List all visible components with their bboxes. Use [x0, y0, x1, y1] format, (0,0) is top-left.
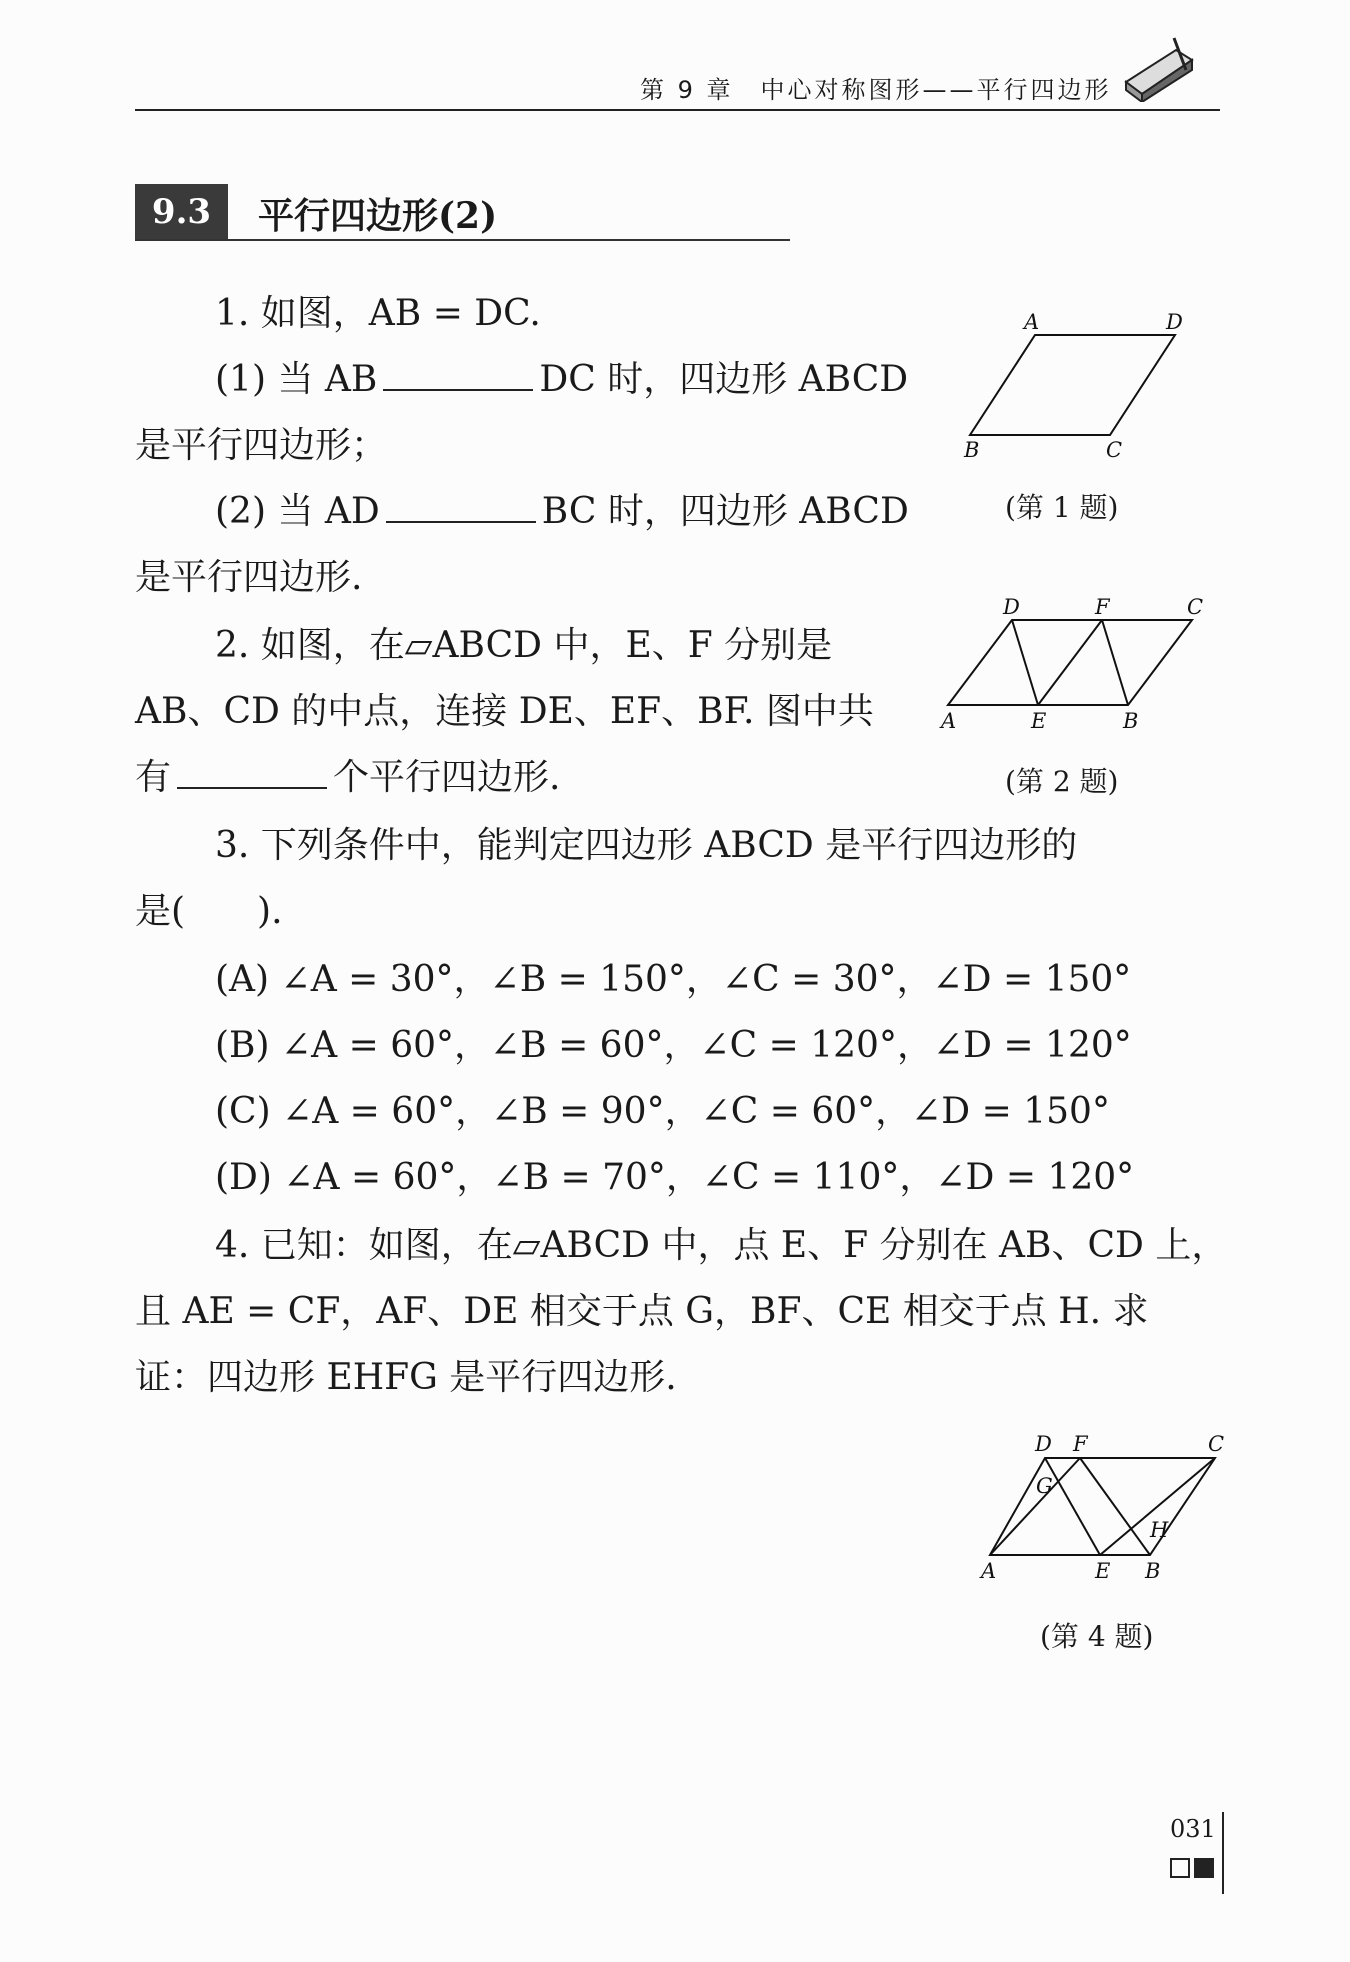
figure-2-label-d: D [1003, 595, 1020, 619]
figure-1-label-d: D [1166, 310, 1183, 334]
figure-2-segment-bf [1102, 620, 1128, 705]
problem-3-option-c: (C) ∠A = 60°，∠B = 90°，∠C = 60°，∠D = 150° [215, 1091, 1110, 1132]
problem-3-line-2: 是( ). [135, 891, 283, 932]
problem-2-line-3-a: 有 [135, 757, 172, 798]
figure-4-parallelogram [975, 1425, 1225, 1595]
figure-2-label-f: F [1095, 595, 1110, 619]
problem-2-line-3 [135, 756, 560, 800]
problem-1-stem: 1. 如图，AB = DC. [215, 293, 541, 334]
figure-1-label-a: A [1024, 310, 1040, 334]
problem-3-option-b: (B) ∠A = 60°，∠B = 60°，∠C = 120°，∠D = 120° [215, 1025, 1132, 1066]
figure-2-segment-ef [1038, 620, 1102, 705]
running-head: 第 9 章 中心对称图形——平行四边形 [640, 76, 1112, 104]
figure-4-segment-bf [1080, 1458, 1150, 1555]
problem-2-line-3-b: 个平行四边形. [333, 757, 561, 798]
section-title: 平行四边形(2) [258, 195, 498, 237]
figure-4-shape [990, 1458, 1215, 1555]
book-icon [1118, 30, 1198, 102]
problem-4-line-1: 4. 已知：如图，在▱ABCD 中，点 E、F 分别在 AB、CD 上， [215, 1225, 1228, 1266]
section-number-badge: 9.3 [135, 184, 228, 240]
problem-1-part-2-end: 是平行四边形. [135, 557, 363, 598]
figure-1-caption: (第 1 题) [1005, 491, 1119, 524]
figure-1-label-c: C [1106, 438, 1123, 462]
figure-2-parallelogram [935, 590, 1220, 740]
section-rule [135, 239, 790, 241]
problem-1-part-1-end: 是平行四边形； [135, 425, 388, 466]
filled-square-icon [1194, 1858, 1214, 1878]
figure-4-segment-af [990, 1458, 1080, 1555]
figure-1-shape [970, 335, 1175, 435]
figure-4-caption: (第 4 题) [1040, 1620, 1154, 1653]
problem-4-line-3: 证：四边形 EHFG 是平行四边形. [135, 1357, 677, 1398]
figure-2-segment-de [1012, 620, 1038, 705]
footer-rule [1222, 1812, 1224, 1894]
problem-1-part-1-b: DC 时，四边形 ABCD [539, 359, 909, 400]
header-rule [135, 109, 1220, 111]
empty-square-icon [1170, 1858, 1190, 1878]
figure-4-label-a: A [981, 1559, 997, 1583]
page-number: 031 [1170, 1815, 1216, 1843]
problem-1-part-2-b: BC 时，四边形 ABCD [541, 491, 909, 532]
figure-2-label-b: B [1123, 709, 1139, 733]
figure-2-label-a: A [941, 709, 957, 733]
problem-1-part-1-a: (1) 当 AB [215, 359, 378, 400]
figure-4-label-h: H [1150, 1518, 1169, 1542]
answer-blank-3[interactable] [177, 757, 327, 789]
figure-4-label-c: C [1208, 1432, 1225, 1456]
problem-1-part-2-a: (2) 当 AD [215, 491, 380, 532]
answer-blank-1[interactable] [383, 359, 533, 391]
figure-1-label-b: B [964, 438, 980, 462]
figure-1-parallelogram [950, 305, 1200, 465]
problem-2-line-2: AB、CD 的中点，连接 DE、EF、BF. 图中共 [135, 691, 874, 732]
figure-2-label-c: C [1187, 595, 1204, 619]
figure-4-label-d: D [1035, 1432, 1052, 1456]
problem-1-part-1 [215, 358, 908, 402]
figure-4-label-g: G [1036, 1474, 1053, 1498]
problem-3-option-a: (A) ∠A = 30°，∠B = 150°，∠C = 30°，∠D = 150° [215, 959, 1132, 1000]
figure-4-label-f: F [1073, 1432, 1088, 1456]
problem-1-part-2 [215, 490, 909, 534]
figure-4-label-e: E [1095, 1559, 1111, 1583]
answer-blank-2[interactable] [386, 491, 536, 523]
problem-3-line-1: 3. 下列条件中，能判定四边形 ABCD 是平行四边形的 [215, 825, 1078, 866]
problem-4-line-2: 且 AE = CF，AF、DE 相交于点 G，BF、CE 相交于点 H. 求 [135, 1291, 1149, 1332]
figure-4-label-b: B [1145, 1559, 1161, 1583]
figure-2-label-e: E [1031, 709, 1047, 733]
figure-4-segment-de [1045, 1458, 1100, 1555]
figure-2-caption: (第 2 题) [1005, 765, 1119, 798]
problem-3-option-d: (D) ∠A = 60°，∠B = 70°，∠C = 110°，∠D = 120° [215, 1157, 1135, 1198]
problem-2-line-1: 2. 如图，在▱ABCD 中，E、F 分别是 [215, 625, 833, 666]
